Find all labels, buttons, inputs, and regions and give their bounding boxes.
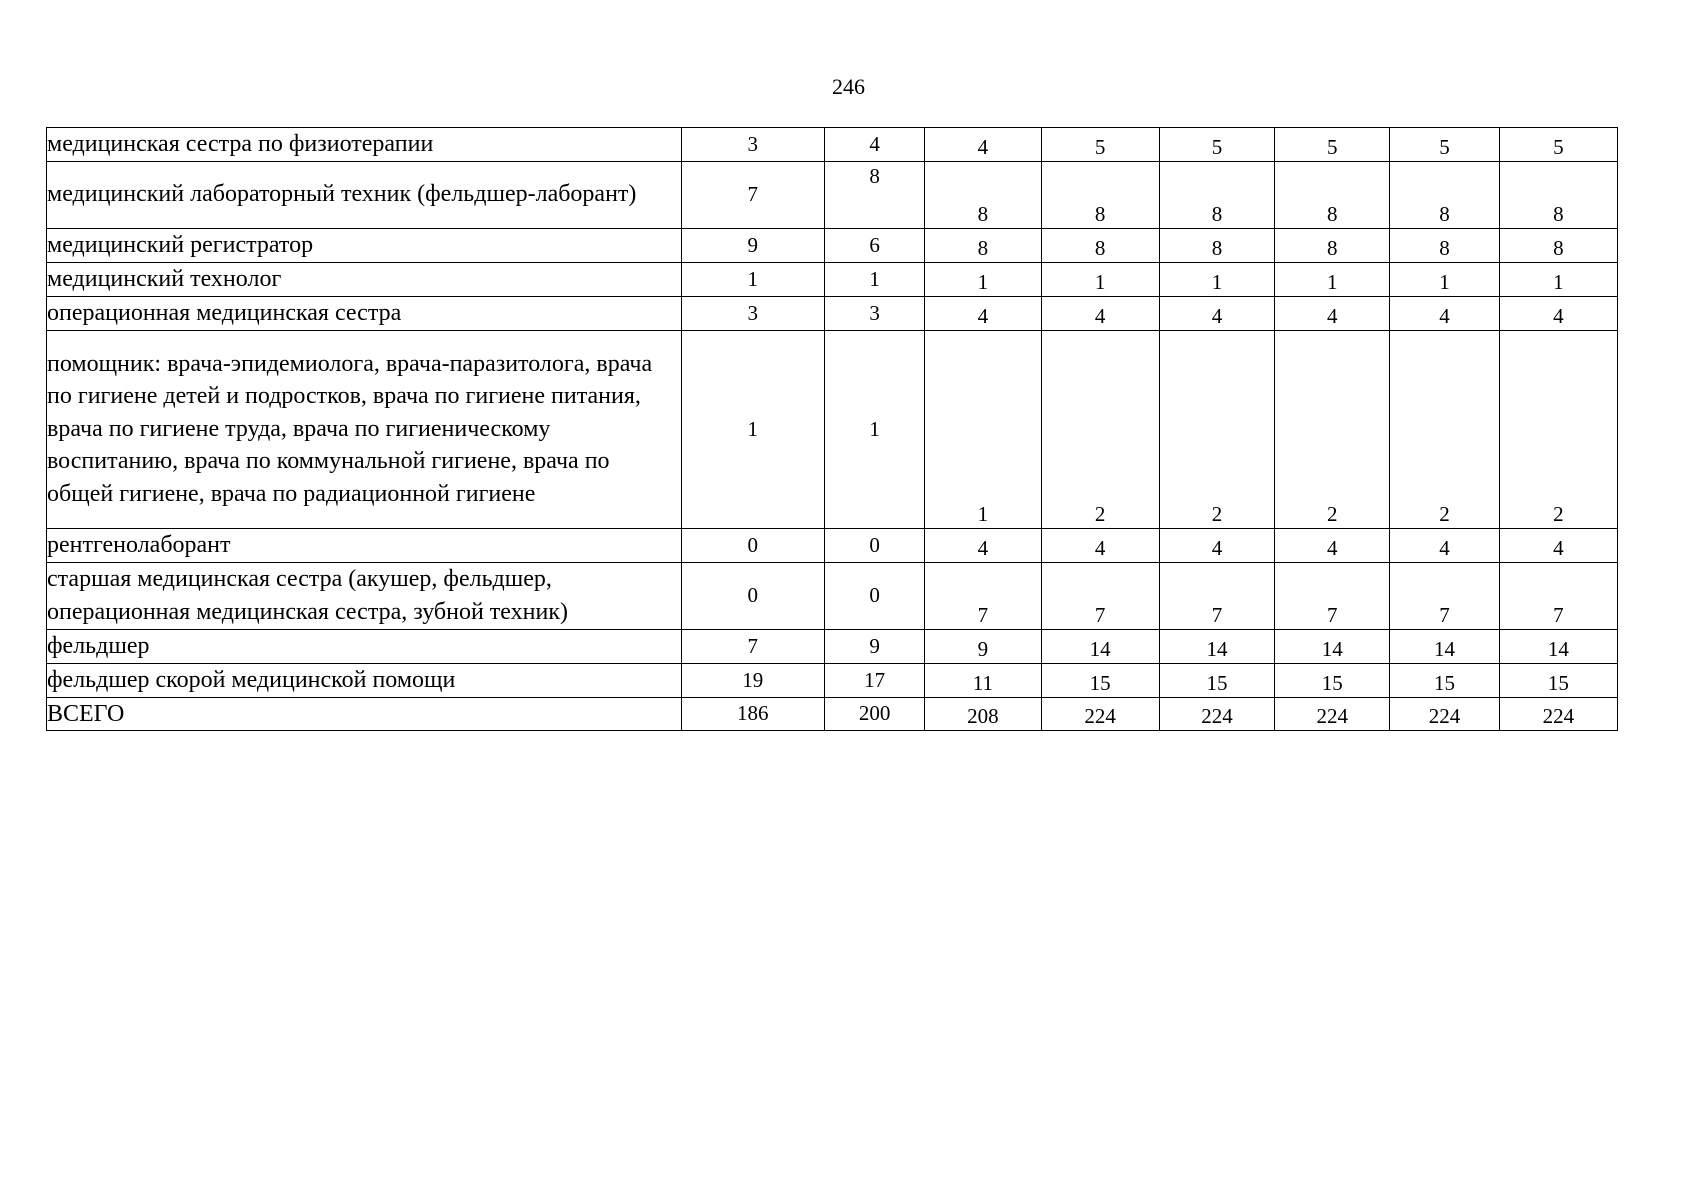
value-cell: 3 [681, 296, 824, 330]
value-cell: 1 [1159, 262, 1274, 296]
value-cell: 14 [1499, 629, 1617, 663]
value-cell: 14 [1041, 629, 1159, 663]
value-cell: 7 [925, 562, 1041, 629]
value-cell: 1 [824, 330, 924, 528]
value-cell: 0 [681, 562, 824, 629]
value-cell: 4 [925, 128, 1041, 162]
table-row-total [47, 697, 1618, 731]
value-cell: 8 [925, 161, 1041, 228]
value-cell: 8 [1499, 161, 1617, 228]
value-cell: 8 [1390, 161, 1499, 228]
value-cell: 208 [925, 697, 1041, 731]
value-cell: 8 [1275, 161, 1390, 228]
value-cell: 0 [824, 528, 924, 562]
value-cell: 2 [1390, 330, 1499, 528]
value-cell: 17 [824, 663, 924, 697]
value-cell: 0 [681, 528, 824, 562]
table-row [47, 629, 1618, 663]
value-cell: 1 [681, 330, 824, 528]
value-cell: 4 [925, 528, 1041, 562]
row-name: фельдшер [47, 629, 682, 663]
table-row [47, 330, 1618, 528]
value-cell: 7 [1275, 562, 1390, 629]
value-cell: 4 [1275, 296, 1390, 330]
row-name: фельдшер скорой медицинской помощи [47, 663, 682, 697]
value-cell: 9 [681, 228, 824, 262]
value-cell: 5 [1159, 128, 1274, 162]
value-cell: 1 [1275, 262, 1390, 296]
value-cell: 1 [681, 262, 824, 296]
value-cell: 8 [925, 228, 1041, 262]
table-row [47, 262, 1618, 296]
value-cell: 4 [1390, 528, 1499, 562]
row-name: старшая медицинская сестра (акушер, фельдшер, операционная медицинская сестра, зубной техник) [47, 562, 682, 629]
value-cell: 4 [1390, 296, 1499, 330]
value-cell: 224 [1275, 697, 1390, 731]
value-cell: 14 [1159, 629, 1274, 663]
value-cell: 224 [1499, 697, 1617, 731]
value-cell: 7 [681, 161, 824, 228]
value-cell: 15 [1499, 663, 1617, 697]
row-name: медицинская сестра по физиотерапии [47, 128, 682, 162]
value-cell: 14 [1275, 629, 1390, 663]
value-cell: 8 [1390, 228, 1499, 262]
row-name: рентгенолаборант [47, 528, 682, 562]
value-cell: 7 [1159, 562, 1274, 629]
value-cell: 14 [1390, 629, 1499, 663]
value-cell: 15 [1159, 663, 1274, 697]
value-cell: 4 [1275, 528, 1390, 562]
table-row [47, 663, 1618, 697]
value-cell: 15 [1390, 663, 1499, 697]
value-cell: 4 [1499, 528, 1617, 562]
value-cell: 6 [824, 228, 924, 262]
value-cell: 1 [1041, 262, 1159, 296]
staff-table [46, 127, 1618, 731]
value-cell: 8 [1159, 161, 1274, 228]
value-cell: 19 [681, 663, 824, 697]
value-cell: 9 [824, 629, 924, 663]
value-cell: 7 [1041, 562, 1159, 629]
row-name: ВСЕГО [47, 697, 682, 731]
value-cell: 1 [1499, 262, 1617, 296]
value-cell: 11 [925, 663, 1041, 697]
value-cell: 5 [1499, 128, 1617, 162]
row-name: медицинский лабораторный техник (фельдшер-лаборант) [47, 161, 682, 228]
row-name: медицинский регистратор [47, 228, 682, 262]
value-cell: 186 [681, 697, 824, 731]
value-cell: 2 [1275, 330, 1390, 528]
value-cell: 4 [1499, 296, 1617, 330]
value-cell: 4 [1041, 528, 1159, 562]
table-row [47, 161, 1618, 228]
page-number: 246 [832, 74, 865, 99]
value-cell: 2 [1159, 330, 1274, 528]
value-cell: 8 [1275, 228, 1390, 262]
table-row [47, 528, 1618, 562]
value-cell: 15 [1041, 663, 1159, 697]
row-name: помощник: врача-эпидемиолога, врача-паразитолога, врача по гигиене детей и подростков, врача по гигиене питания, врача по гигиене труда, врача по гигиеническому воспитанию, врача по коммунальной гигиене, врача по общей гигиене, врача по радиационной гигиене [47, 330, 682, 528]
value-cell: 4 [1159, 528, 1274, 562]
value-cell: 7 [1390, 562, 1499, 629]
row-name: медицинский технолог [47, 262, 682, 296]
row-name: операционная медицинская сестра [47, 296, 682, 330]
value-cell: 5 [1390, 128, 1499, 162]
value-cell: 1 [1390, 262, 1499, 296]
value-cell: 2 [1499, 330, 1617, 528]
value-cell: 7 [681, 629, 824, 663]
value-cell: 8 [1041, 161, 1159, 228]
value-cell: 0 [824, 562, 924, 629]
value-cell: 7 [1499, 562, 1617, 629]
value-cell: 5 [1275, 128, 1390, 162]
value-cell: 8 [1041, 228, 1159, 262]
value-cell: 8 [824, 161, 924, 228]
value-cell: 8 [1159, 228, 1274, 262]
value-cell: 224 [1159, 697, 1274, 731]
value-cell: 200 [824, 697, 924, 731]
value-cell: 1 [925, 330, 1041, 528]
value-cell: 4 [1041, 296, 1159, 330]
value-cell: 3 [824, 296, 924, 330]
value-cell: 224 [1390, 697, 1499, 731]
value-cell: 9 [925, 629, 1041, 663]
value-cell: 4 [1159, 296, 1274, 330]
value-cell: 1 [824, 262, 924, 296]
value-cell: 15 [1275, 663, 1390, 697]
table-row [47, 228, 1618, 262]
table-row [47, 562, 1618, 629]
value-cell: 8 [1499, 228, 1617, 262]
table-row [47, 128, 1618, 162]
table-row [47, 296, 1618, 330]
value-cell: 224 [1041, 697, 1159, 731]
value-cell: 3 [681, 128, 824, 162]
value-cell: 4 [925, 296, 1041, 330]
value-cell: 5 [1041, 128, 1159, 162]
value-cell: 1 [925, 262, 1041, 296]
value-cell: 4 [824, 128, 924, 162]
value-cell: 2 [1041, 330, 1159, 528]
